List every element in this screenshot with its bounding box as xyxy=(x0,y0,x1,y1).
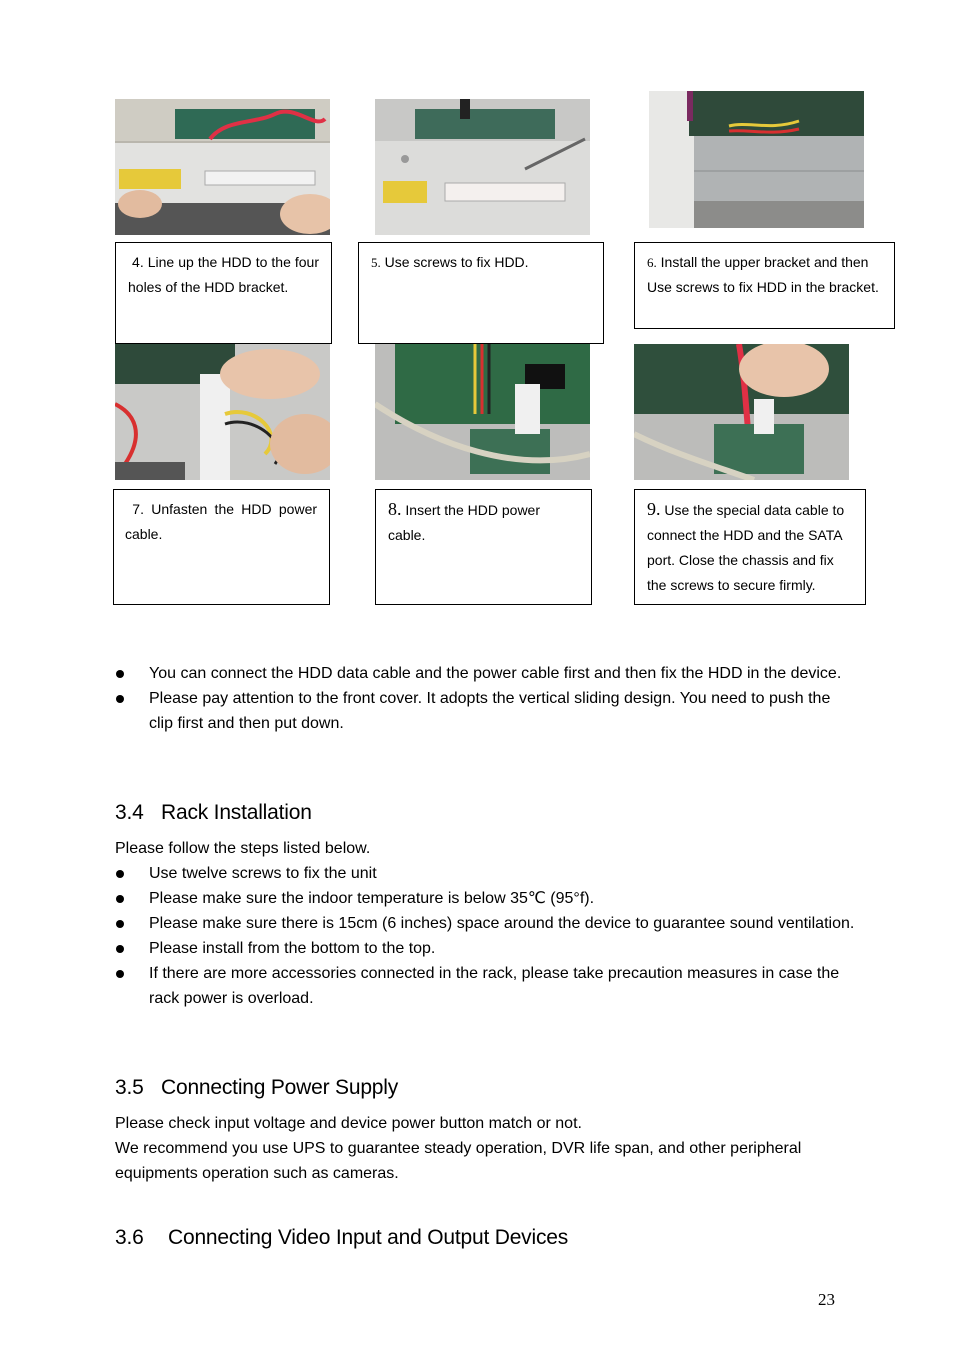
step-5-number: 5. xyxy=(371,255,381,270)
step-7-number: 7. xyxy=(132,501,144,517)
step-8-text: Insert the HDD power cable. xyxy=(388,502,540,543)
list-item: Please make sure the indoor temperature is below 35℃ (95°f). xyxy=(115,886,855,911)
section-3-4-title: Rack Installation xyxy=(161,801,312,824)
caption-step-6 xyxy=(634,242,895,329)
notes-list xyxy=(115,661,855,736)
step-7-text: Unfasten the HDD power cable. xyxy=(125,501,318,542)
section-3-4-intro: Please follow the steps listed below. xyxy=(115,840,371,857)
photo-step-7 xyxy=(115,344,330,480)
step-6-text: Install the upper bracket and then Use screws to fix HDD in the bracket. xyxy=(647,254,879,295)
step-4-number: 4. xyxy=(132,254,144,270)
photo-step-5 xyxy=(375,99,590,235)
photo-step-9 xyxy=(634,344,849,480)
list-item: Please make sure there is 15cm (6 inches) space around the device to guarantee sound ventilation. xyxy=(115,911,855,936)
section-3-6-number: 3.6 xyxy=(115,1226,144,1249)
list-item: Please install from the bottom to the top. xyxy=(115,936,855,961)
section-3-6-heading xyxy=(115,1225,568,1251)
step-8-number: 8. xyxy=(388,499,402,519)
step-5-text: Use screws to fix HDD. xyxy=(384,254,529,270)
caption-step-8 xyxy=(375,489,592,605)
section-3-4-heading xyxy=(115,800,312,826)
section-3-4-number: 3.4 xyxy=(115,801,144,824)
photo-step-6 xyxy=(649,91,864,228)
photo-step-4 xyxy=(115,99,330,235)
section-3-5-heading xyxy=(115,1075,398,1101)
caption-step-5 xyxy=(358,242,604,344)
step-6-number: 6. xyxy=(647,255,657,270)
step-9-number: 9. xyxy=(647,499,661,519)
step-4-text: Line up the HDD to the four holes of the HDD bracket. xyxy=(128,254,320,295)
caption-step-7 xyxy=(113,489,330,605)
section-3-5-para-2: We recommend you use UPS to guarantee steady operation, DVR life span, and other peripheral equipments operation such as cameras. xyxy=(115,1140,802,1182)
list-item: Use twelve screws to fix the unit xyxy=(115,861,855,886)
photo-step-8 xyxy=(375,344,590,480)
list-item: If there are more accessories connected in the rack, please take precaution measures in case the rack power is overload. xyxy=(115,961,855,1011)
caption-step-9 xyxy=(634,489,866,605)
page-number: 23 xyxy=(818,1290,835,1309)
rack-steps-list xyxy=(115,861,855,1011)
section-3-5-title: Connecting Power Supply xyxy=(161,1076,399,1099)
list-item: You can connect the HDD data cable and the power cable first and then fix the HDD in the device. xyxy=(115,661,855,686)
section-3-6-title: Connecting Video Input and Output Devices xyxy=(168,1226,569,1249)
section-3-5-para-1: Please check input voltage and device power button match or not. xyxy=(115,1115,582,1132)
list-item: Please pay attention to the front cover. It adopts the vertical sliding design. You need to push the clip first and then put down. xyxy=(115,686,855,736)
step-9-text: Use the special data cable to connect the HDD and the SATA port. Close the chassis and fix the screws to secure firmly. xyxy=(647,502,845,593)
section-3-5-number: 3.5 xyxy=(115,1076,144,1099)
caption-step-4 xyxy=(115,242,332,344)
